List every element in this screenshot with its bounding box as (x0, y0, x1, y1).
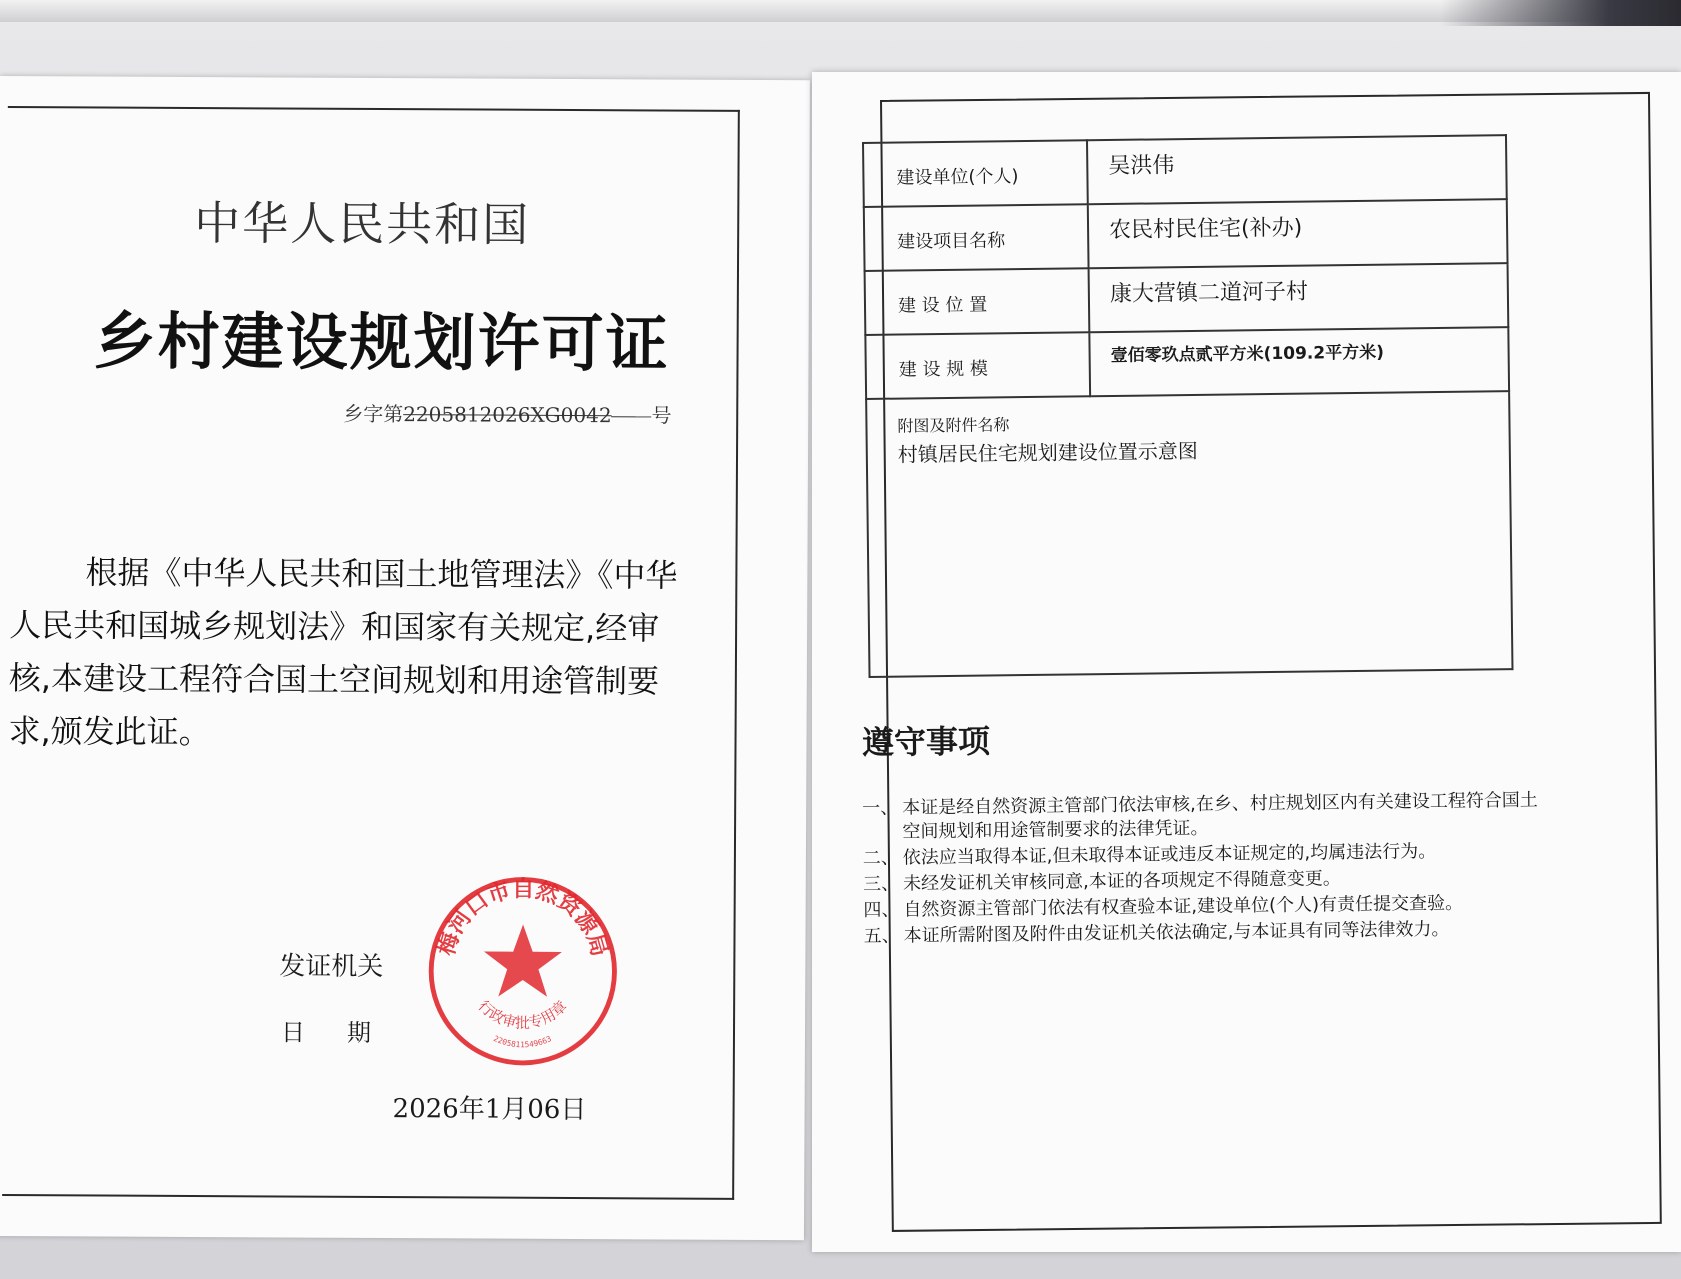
project-name-value: 农民村民住宅(补办) (1088, 199, 1508, 268)
date-label: 日期 (280, 1018, 414, 1048)
country-name: 中华人民共和国 (194, 196, 531, 252)
table-row (865, 263, 1509, 335)
issue-date: 2026年1月06日 (392, 1094, 587, 1126)
notice-text: 本证所需附图及附件由发证机关依法确定,与本证具有同等法律效力。 (903, 918, 1450, 947)
left-page (0, 76, 810, 1240)
notice-number: 四、 (863, 899, 900, 921)
legal-basis-paragraph: 根据《中华人民共和国土地管理法》《中华人民共和国城乡规划法》和国家有关规定,经审核,本建设工程符合国土空间规划和用途管制要求,颁发此证。 (8, 553, 678, 752)
notice-text: 自然资源主管部门依法有权查验本证,建设单位(个人)有责任提交查验。 (903, 892, 1464, 921)
notice-title: 遵守事项 (861, 722, 991, 762)
official-seal-stamp (425, 873, 621, 1069)
right-page (812, 72, 1681, 1252)
permit-info-table (862, 134, 1514, 678)
issuing-authority-label: 发证机关 (279, 951, 384, 983)
permit-underline (612, 416, 652, 417)
permit-prefix: 乡字第 (343, 401, 404, 427)
seal-star-icon (484, 924, 562, 997)
notice-number: 五、 (863, 925, 900, 947)
construction-unit-value: 吴洪伟 (1087, 135, 1507, 204)
table-row (864, 199, 1508, 271)
table-row (863, 135, 1507, 207)
permit-suffix: 号 (651, 403, 672, 428)
table-row (865, 327, 1509, 399)
permit-number: 2205812026XG0042 (403, 402, 612, 428)
permit-number-line (343, 398, 672, 429)
notice-number: 二、 (862, 847, 899, 869)
notice-text: 依法应当取得本证,但未取得本证或违反本证规定的,均属违法行为。 (902, 840, 1437, 869)
notice-number: 三、 (862, 873, 900, 895)
scale-label: 建 设 规 模 (865, 332, 1090, 399)
notice-list (862, 789, 1544, 951)
notice-text: 未经发证机关审核同意,本证的各项规定不得随意变更。 (902, 868, 1341, 895)
notice-text: 本证是经自然资源主管部门依法审核,在乡、村庄规划区内有关建设工程符合国土空间规划和用途管制要求的法律凭证。 (902, 789, 1538, 843)
list-item (862, 789, 1543, 845)
notice-number: 一、 (862, 797, 899, 819)
construction-unit-label: 建设单位(个人) (863, 140, 1088, 207)
seal-code-text: 2205811549663 (492, 1033, 553, 1050)
top-shadow (0, 0, 1681, 22)
attachment-value: 村镇居民住宅规划建设位置示意图 (897, 438, 1198, 467)
attachment-title: 附图及附件名称 (897, 415, 1010, 436)
location-value: 康大营镇二道河子村 (1089, 263, 1509, 332)
top-right-dark-corner (1441, 0, 1681, 26)
seal-top-text: 梅河口市自然资源局 (433, 876, 613, 960)
attachment-cell (866, 391, 1512, 677)
document-title: 乡村建设规划许可证 (93, 304, 670, 381)
location-label: 建 设 位 置 (865, 268, 1090, 335)
table-row (866, 391, 1512, 677)
project-name-label: 建设项目名称 (864, 204, 1089, 271)
seal-bottom-text: 行政审批专用章 (474, 997, 571, 1032)
scale-value: 壹佰零玖点贰平方米(109.2平方米) (1089, 327, 1509, 396)
